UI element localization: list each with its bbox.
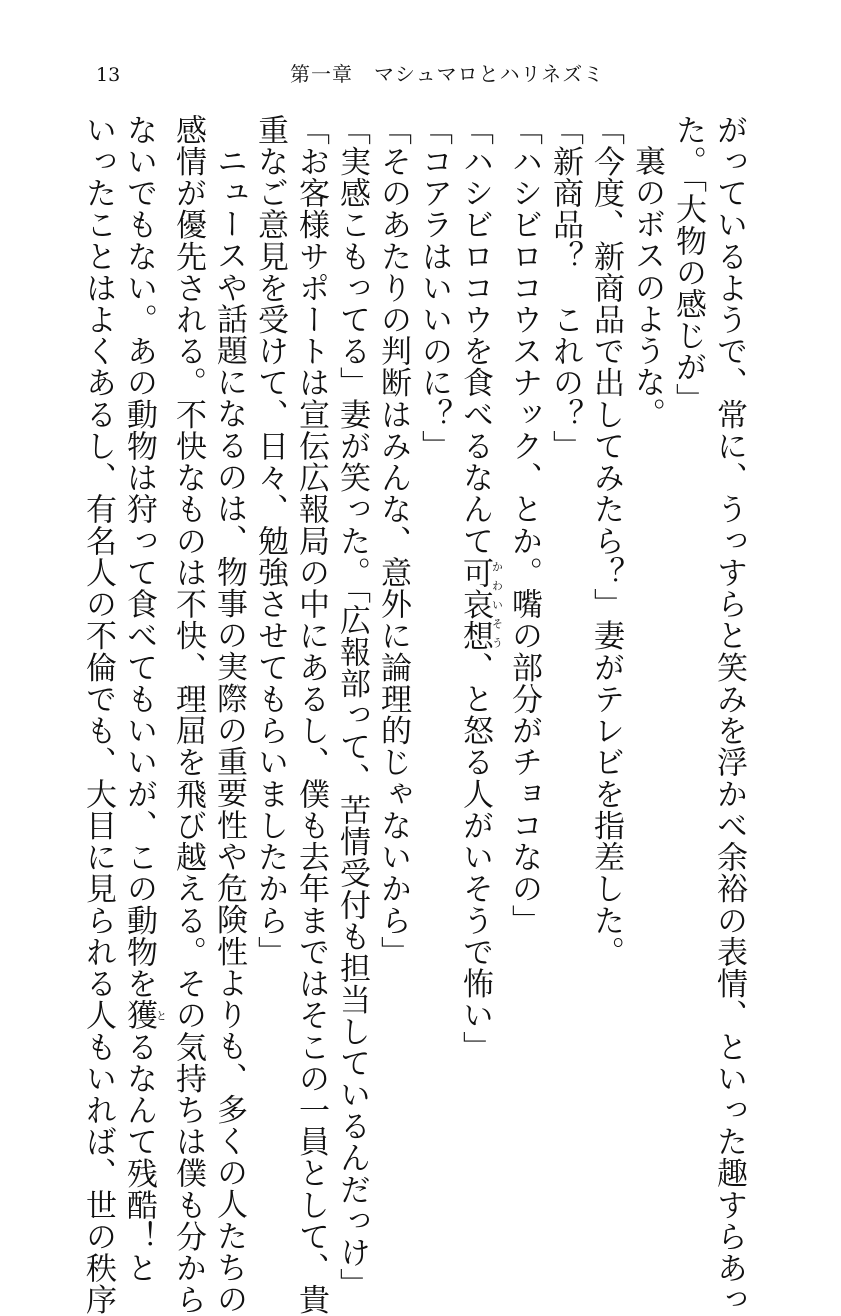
ruby-reading: と bbox=[154, 999, 168, 1031]
text-line: がっているようで、常に、うっすらと笑みを浮かべ余裕の表情、といった趣すらあっ bbox=[711, 114, 747, 1316]
text-line: 裏のボスのような。 bbox=[629, 145, 665, 430]
text-line: 「新商品？ これの？」 bbox=[547, 114, 583, 462]
text-line: 「実感こもってる」妻が笑った。「広報部って、苦情受付も担当しているんだっけ」 bbox=[334, 114, 370, 1301]
text-line: た。「大物の感じが」 bbox=[670, 114, 706, 415]
ruby-annotation: 可哀想かわいそう bbox=[457, 556, 504, 652]
text-line: 「ハシビロコウスナック、とか。嘴の部分がチョコなの」 bbox=[506, 114, 542, 937]
text-line: 「お客様サポートは宣伝広報局の中にあるし、僕も去年まではそこの一員として、貴 bbox=[293, 114, 329, 1316]
text-line: 重なご意見を受けて、日々、勉強させてもらいましたから」 bbox=[252, 114, 288, 968]
body-text bbox=[80, 114, 749, 1316]
ruby-reading: かわいそう bbox=[490, 556, 504, 652]
page-number: 13 bbox=[96, 64, 121, 86]
text-line: 「ハシビロコウを食べるなんて可哀想かわいそう、と怒る人がいそうで怖い」 bbox=[457, 114, 504, 1063]
ruby-annotation: 獲と bbox=[121, 999, 168, 1031]
text-line: ないでもない。あの動物は狩って食べてもいいが、この動物を獲とるなんて残酷！と bbox=[121, 114, 168, 1284]
text-line: 「そのあたりの判断はみんな、意外に論理的じゃないから」 bbox=[375, 114, 411, 968]
text-line: 感情が優先される。不快なものは不快、理屈を飛び越える。その気持ちは僕も分から bbox=[170, 114, 206, 1316]
text-line: 「コアラはいいのに？」 bbox=[416, 114, 452, 462]
text-line: ニュースや話題になるのは、物事の実際の重要性や危険性よりも、多くの人たちの bbox=[211, 145, 247, 1315]
text-line: 「今度、新商品で出してみたら？」妻がテレビを指差した。 bbox=[588, 114, 624, 968]
chapter-title: 第一章 マシュマロとハリネズミ bbox=[290, 62, 605, 86]
text-line: いったことはよくあるし、有名人の不倫でも、大目に見られる人もいれば、世の秩序 bbox=[80, 114, 116, 1316]
